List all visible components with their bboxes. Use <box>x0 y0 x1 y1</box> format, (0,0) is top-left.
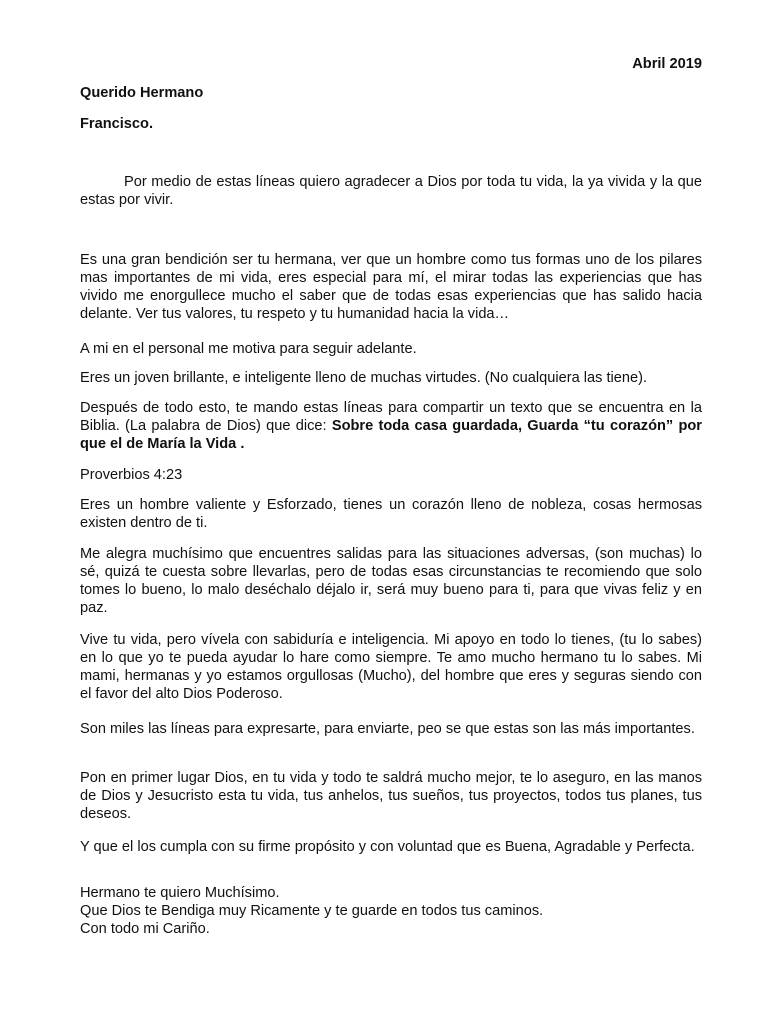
letter-date: Abril 2019 <box>632 56 702 72</box>
bible-verse-quote: Sobre toda casa guardada, Guarda “tu corazón” por que el de María la Vida . <box>80 418 702 452</box>
paragraph-blessing: Es una gran bendición ser tu hermana, ver que un hombre como tus formas uno de los pilares mas importantes de mi vida, eres especial para mí, el mirar todas las experiencias que has vivido me enorgullece mucho el saber que de todas esas experiencias que has salido hacia delante. Ver tus valores, tu respeto y tu humanidad hacia la vida… <box>80 252 702 322</box>
letter-salutation: Querido Hermano <box>80 85 204 101</box>
letter-recipient: Francisco. <box>80 116 153 132</box>
verse-reference: Proverbios 4:23 <box>80 467 183 483</box>
closing-line-love: Hermano te quiero Muchísimo. <box>80 885 280 901</box>
paragraph-god-first: Pon en primer lugar Dios, en tu vida y todo te saldrá mucho mejor, te lo aseguro, en las manos de Dios y Jesucristo esta tu vida, tus anhelos, tus sueños, tus proyectos, todos tus planes, tus deseos. <box>80 770 702 822</box>
paragraph-adversity: Me alegra muchísimo que encuentres salidas para las situaciones adversas, (son muchas) lo sé, quizá te cuesta sobre llevarlas, pero de todas esas circunstancias te recomiendo que solo tomes lo bueno, lo malo deséchalo déjalo ir, será muy bueno para ti, para que vivas feliz y en paz. <box>80 546 702 616</box>
closing-line-affection: Con todo mi Cariño. <box>80 921 210 937</box>
paragraph-motivation: A mi en el personal me motiva para seguir adelante. <box>80 341 417 357</box>
paragraph-lines: Son miles las líneas para expresarte, para enviarte, peo se que estas son las más importantes. <box>80 721 695 737</box>
paragraph-gratitude: Por medio de estas líneas quiero agradecer a Dios por toda tu vida, la ya vivida y la que estas por vivir. <box>80 174 702 208</box>
paragraph-purpose: Y que el los cumpla con su firme propósito y con voluntad que es Buena, Agradable y Perfecta. <box>80 839 695 855</box>
letter-page <box>80 0 702 1024</box>
closing-line-blessing: Que Dios te Bendiga muy Ricamente y te guarde en todos tus caminos. <box>80 903 544 919</box>
paragraph-virtues: Eres un joven brillante, e inteligente lleno de muchas virtudes. (No cualquiera las tiene). <box>80 370 648 386</box>
paragraph-wisdom: Vive tu vida, pero vívela con sabiduría e inteligencia. Mi apoyo en todo lo tienes, (tu lo sabes) en lo que yo te pueda ayudar lo hare como siempre. Te amo mucho hermano tu lo sabes. Mi mami, hermanas y yo estamos orgullosas (Mucho), del hombre que eres y seguras siendo con el favor del alto Dios Poderoso. <box>80 632 702 702</box>
letter-closing <box>80 884 702 938</box>
paragraph-courage: Eres un hombre valiente y Esforzado, tienes un corazón lleno de nobleza, cosas hermosas existen dentro de ti. <box>80 497 702 531</box>
bible-intro-text: Después de todo esto, te mando estas líneas para compartir un texto que se encuentra en la Biblia. (La palabra de Dios) que dice: <box>80 400 702 434</box>
paragraph-bible-verse <box>80 399 702 453</box>
